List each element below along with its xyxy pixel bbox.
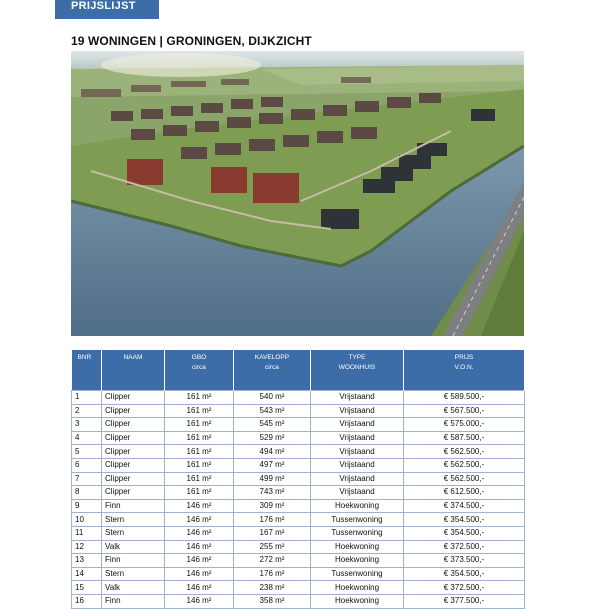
table-row bbox=[72, 513, 525, 527]
cell-gbo: 161 m² bbox=[165, 431, 234, 445]
cell-type: Hoekwoning bbox=[311, 540, 404, 554]
col-header-line2: circa bbox=[265, 364, 279, 371]
table-row bbox=[72, 431, 525, 445]
cell-type: Vrijstaand bbox=[311, 404, 404, 418]
cell-type: Vrijstaand bbox=[311, 445, 404, 459]
cell-prijs: € 562.500,- bbox=[404, 458, 525, 472]
table-row bbox=[72, 526, 525, 540]
col-header-naam bbox=[102, 350, 165, 391]
cell-bnr: 5 bbox=[72, 445, 102, 459]
cell-naam: Clipper bbox=[102, 431, 165, 445]
cell-prijs: € 612.500,- bbox=[404, 486, 525, 500]
table-row bbox=[72, 594, 525, 608]
page-title: 19 WONINGEN | GRONINGEN, DIJKZICHT bbox=[71, 34, 312, 48]
cell-bnr: 13 bbox=[72, 554, 102, 568]
col-header-line1: NAAM bbox=[123, 354, 143, 361]
col-header-line2: V.O.N. bbox=[454, 364, 474, 371]
cell-kavel: 272 m² bbox=[234, 554, 311, 568]
cell-type: Hoekwoning bbox=[311, 554, 404, 568]
cell-naam: Stern bbox=[102, 513, 165, 527]
cell-naam: Clipper bbox=[102, 404, 165, 418]
cell-type: Vrijstaand bbox=[311, 486, 404, 500]
cell-kavel: 545 m² bbox=[234, 418, 311, 432]
cell-bnr: 10 bbox=[72, 513, 102, 527]
cell-type: Hoekwoning bbox=[311, 594, 404, 608]
cell-gbo: 146 m² bbox=[165, 540, 234, 554]
cell-bnr: 16 bbox=[72, 594, 102, 608]
cell-bnr: 11 bbox=[72, 526, 102, 540]
table-row bbox=[72, 391, 525, 405]
cell-bnr: 7 bbox=[72, 472, 102, 486]
cell-gbo: 146 m² bbox=[165, 513, 234, 527]
cell-type: Vrijstaand bbox=[311, 458, 404, 472]
cell-gbo: 161 m² bbox=[165, 418, 234, 432]
cell-kavel: 499 m² bbox=[234, 472, 311, 486]
aerial-photo bbox=[71, 51, 524, 336]
cell-type: Vrijstaand bbox=[311, 418, 404, 432]
cell-prijs: € 374.500,- bbox=[404, 499, 525, 513]
cell-kavel: 543 m² bbox=[234, 404, 311, 418]
table-row bbox=[72, 472, 525, 486]
cell-naam: Clipper bbox=[102, 418, 165, 432]
cell-type: Vrijstaand bbox=[311, 472, 404, 486]
cell-naam: Clipper bbox=[102, 391, 165, 405]
cell-kavel: 743 m² bbox=[234, 486, 311, 500]
cell-gbo: 161 m² bbox=[165, 472, 234, 486]
price-table bbox=[71, 350, 525, 609]
cell-bnr: 14 bbox=[72, 567, 102, 581]
cell-kavel: 167 m² bbox=[234, 526, 311, 540]
cell-naam: Stern bbox=[102, 567, 165, 581]
price-table-body bbox=[72, 391, 525, 609]
table-row bbox=[72, 499, 525, 513]
cell-gbo: 146 m² bbox=[165, 526, 234, 540]
cell-prijs: € 567.500,- bbox=[404, 404, 525, 418]
prijslijst-label: PRIJSLIJST bbox=[71, 0, 136, 12]
table-row bbox=[72, 581, 525, 595]
cell-bnr: 4 bbox=[72, 431, 102, 445]
cell-type: Tussenwoning bbox=[311, 526, 404, 540]
cell-naam: Stern bbox=[102, 526, 165, 540]
table-row bbox=[72, 567, 525, 581]
prijslijst-tab bbox=[55, 0, 159, 19]
col-header-type bbox=[311, 350, 404, 391]
cell-bnr: 1 bbox=[72, 391, 102, 405]
cell-bnr: 2 bbox=[72, 404, 102, 418]
cell-bnr: 9 bbox=[72, 499, 102, 513]
cell-prijs: € 372.500,- bbox=[404, 540, 525, 554]
cell-type: Vrijstaand bbox=[311, 431, 404, 445]
cell-kavel: 358 m² bbox=[234, 594, 311, 608]
col-header-bnr bbox=[72, 350, 102, 391]
table-row bbox=[72, 486, 525, 500]
cell-kavel: 255 m² bbox=[234, 540, 311, 554]
cell-kavel: 494 m² bbox=[234, 445, 311, 459]
cell-bnr: 15 bbox=[72, 581, 102, 595]
cell-prijs: € 373.500,- bbox=[404, 554, 525, 568]
col-header-prijs bbox=[404, 350, 525, 391]
col-header-line2: WOONHUIS bbox=[338, 364, 376, 371]
cell-gbo: 161 m² bbox=[165, 391, 234, 405]
cell-kavel: 238 m² bbox=[234, 581, 311, 595]
table-row bbox=[72, 458, 525, 472]
cell-prijs: € 377.500,- bbox=[404, 594, 525, 608]
col-header-line1: GBO bbox=[191, 354, 207, 361]
table-row bbox=[72, 418, 525, 432]
cell-bnr: 6 bbox=[72, 458, 102, 472]
cell-kavel: 497 m² bbox=[234, 458, 311, 472]
col-header-line1: PRIJS bbox=[454, 354, 474, 361]
cell-gbo: 161 m² bbox=[165, 404, 234, 418]
table-row bbox=[72, 445, 525, 459]
cell-prijs: € 562.500,- bbox=[404, 445, 525, 459]
col-header-kavelopp bbox=[234, 350, 311, 391]
col-header-line1: KAVELOPP bbox=[254, 354, 290, 361]
cell-bnr: 12 bbox=[72, 540, 102, 554]
cell-naam: Clipper bbox=[102, 445, 165, 459]
cell-gbo: 146 m² bbox=[165, 594, 234, 608]
cell-naam: Valk bbox=[102, 540, 165, 554]
cell-kavel: 309 m² bbox=[234, 499, 311, 513]
cell-prijs: € 372.500,- bbox=[404, 581, 525, 595]
cell-naam: Valk bbox=[102, 581, 165, 595]
cell-prijs: € 354.500,- bbox=[404, 567, 525, 581]
cell-naam: Clipper bbox=[102, 472, 165, 486]
col-header-line1: BNR bbox=[77, 354, 92, 361]
col-header-gbo bbox=[165, 350, 234, 391]
cell-naam: Finn bbox=[102, 554, 165, 568]
cell-gbo: 146 m² bbox=[165, 554, 234, 568]
cell-prijs: € 589.500,- bbox=[404, 391, 525, 405]
cell-gbo: 146 m² bbox=[165, 499, 234, 513]
cell-kavel: 540 m² bbox=[234, 391, 311, 405]
cell-prijs: € 562.500,- bbox=[404, 472, 525, 486]
table-row bbox=[72, 540, 525, 554]
cell-gbo: 161 m² bbox=[165, 486, 234, 500]
cell-prijs: € 587.500,- bbox=[404, 431, 525, 445]
cell-type: Hoekwoning bbox=[311, 581, 404, 595]
cell-naam: Clipper bbox=[102, 458, 165, 472]
cell-prijs: € 354.500,- bbox=[404, 513, 525, 527]
col-header-line1: TYPE bbox=[348, 354, 366, 361]
cell-type: Vrijstaand bbox=[311, 391, 404, 405]
cell-type: Tussenwoning bbox=[311, 513, 404, 527]
cell-bnr: 3 bbox=[72, 418, 102, 432]
col-header-line2: circa bbox=[192, 364, 206, 371]
cell-kavel: 176 m² bbox=[234, 513, 311, 527]
cell-type: Hoekwoning bbox=[311, 499, 404, 513]
cell-prijs: € 575.000,- bbox=[404, 418, 525, 432]
cell-kavel: 529 m² bbox=[234, 431, 311, 445]
cell-gbo: 146 m² bbox=[165, 581, 234, 595]
table-header-row bbox=[72, 350, 525, 391]
table-row bbox=[72, 554, 525, 568]
table-row bbox=[72, 404, 525, 418]
cell-naam: Finn bbox=[102, 499, 165, 513]
cell-type: Tussenwoning bbox=[311, 567, 404, 581]
cell-gbo: 146 m² bbox=[165, 567, 234, 581]
cell-gbo: 161 m² bbox=[165, 445, 234, 459]
cell-naam: Finn bbox=[102, 594, 165, 608]
cell-kavel: 176 m² bbox=[234, 567, 311, 581]
cell-prijs: € 354.500,- bbox=[404, 526, 525, 540]
cell-bnr: 8 bbox=[72, 486, 102, 500]
cell-gbo: 161 m² bbox=[165, 458, 234, 472]
cell-naam: Clipper bbox=[102, 486, 165, 500]
